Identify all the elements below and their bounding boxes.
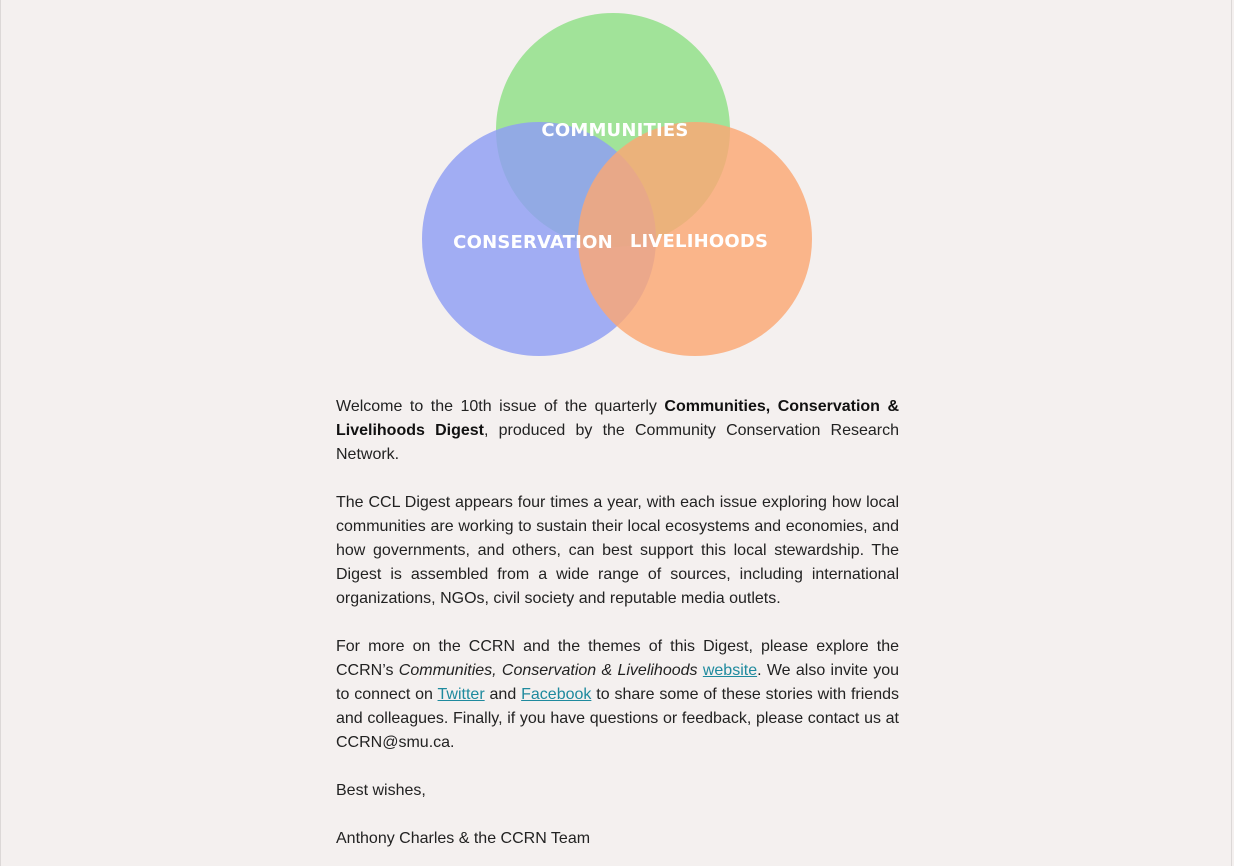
about-paragraph: The CCL Digest appears four times a year, with each issue exploring how local communities are working to sustain their local ecosystems and economies, and how governments, and others, can best support this local stewardship. The Digest is assembled from a wide range of sources, including international organizations, NGOs, civil society and reputable media outlets. [336, 494, 899, 607]
welcome-text-start: Welcome to the 10th issue of the quarterly [336, 398, 665, 415]
website-link[interactable]: website [702, 662, 758, 679]
facebook-link[interactable]: Facebook [521, 686, 592, 703]
welcome-text-end: , produced by the Community Conservation Research Network. [336, 422, 899, 463]
more-text-5: to share some of these stories with friends and colleagues. Finally, if you have questions or feedback, please contact us at CCRN@smu.ca. [336, 686, 900, 751]
more-text-4: and [484, 686, 522, 703]
venn-label-conservation: CONSERVATION [453, 232, 613, 253]
venn-label-livelihoods: LIVELIHOODS [629, 231, 769, 252]
venn-diagram-logo [417, 10, 817, 362]
digest-title: Communities, Conservation & Livelihoods Digest [336, 398, 899, 439]
more-text-1: For more on the CCRN and the themes of this Digest, please explore the CCRN’s [336, 638, 899, 679]
venn-diagram-svg [417, 10, 817, 362]
signature-line: Anthony Charles & the CCRN Team [336, 830, 591, 847]
venn-label-communities: COMMUNITIES [541, 120, 689, 141]
digest-intro-body [336, 395, 899, 851]
more-info-paragraph [336, 635, 899, 755]
twitter-link[interactable]: Twitter [437, 686, 485, 703]
greeting-line: Best wishes, [336, 782, 426, 799]
ccl-italic-title: Communities, Conservation & Livelihoods [398, 662, 698, 679]
welcome-paragraph [336, 395, 899, 467]
more-text-3: . We also invite you to connect on [336, 662, 899, 703]
